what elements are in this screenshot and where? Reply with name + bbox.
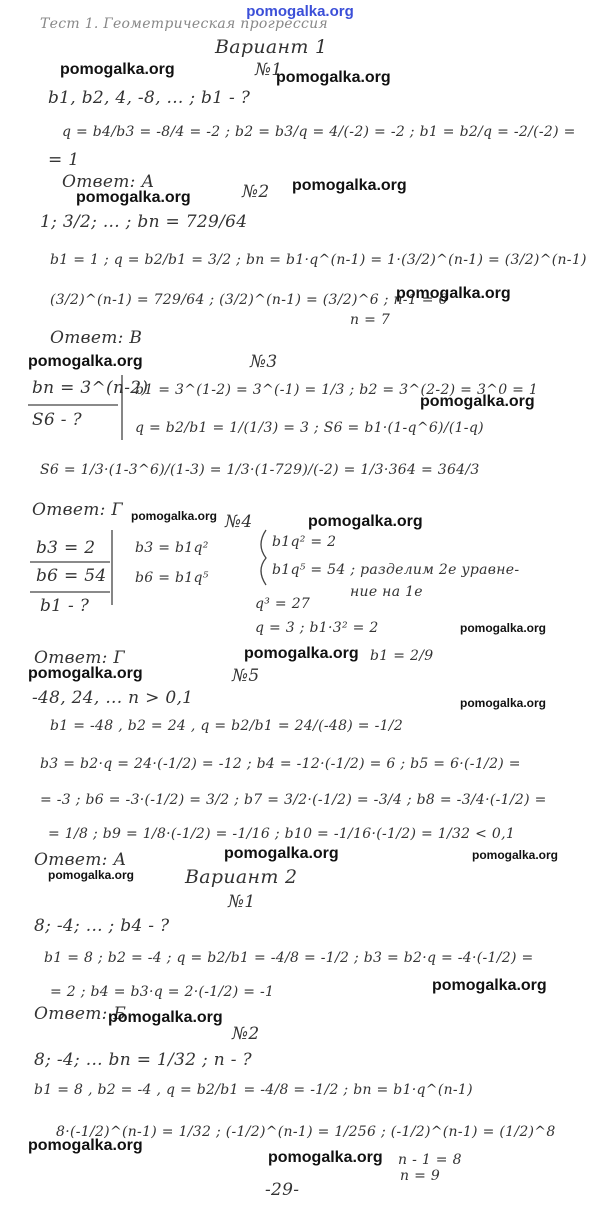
- task-5-line3: = -3 ; b6 = -3·(-1/2) = 3/2 ; b7 = 3/2·(-1/2) = -3/4 ; b8 = -3/4·(-1/2) =: [40, 792, 547, 808]
- v2-task-2-line2: 8·(-1/2)^(n-1) = 1/32 ; (-1/2)^(n-1) = 1/256 ; (-1/2)^(n-1) = (1/2)^8: [56, 1124, 556, 1140]
- task-2-label: №2: [242, 182, 270, 202]
- watermark: pomogalka.org: [460, 696, 547, 710]
- task-4-system-note: ние на 1е: [350, 584, 423, 600]
- task-1-line1: q = b4/b3 = -8/4 = -2 ; b2 = b3/q = 4/(-2) = -2 ; b1 = b2/q = -2/(-2) =: [62, 124, 576, 140]
- task-4-system-eq2: b1q⁵ = 54 ; разделим 2е уравне-: [272, 562, 520, 578]
- v2-task-1-line2: = 2 ; b4 = b3·q = 2·(-1/2) = -1: [50, 984, 275, 1000]
- task-4-formula-b3: b3 = b1q²: [135, 540, 209, 556]
- task-4-line1: q³ = 27: [255, 596, 311, 612]
- task-2-line1: b1 = 1 ; q = b2/b1 = 3/2 ; bn = b1·q^(n-1) = 1·(3/2)^(n-1) = (3/2)^(n-1): [50, 252, 587, 268]
- task-4-formula-b6: b6 = b1q⁵: [135, 570, 209, 586]
- watermark: pomogalka.org: [292, 177, 407, 194]
- watermark: pomogalka.org: [76, 189, 191, 206]
- task-5-line1: b1 = -48 , b2 = 24 , q = b2/b1 = 24/(-48) = -1/2: [50, 718, 404, 734]
- task-3-label: №3: [250, 352, 278, 372]
- v2-task-2-line1: b1 = 8 , b2 = -4 , q = b2/b1 = -4/8 = -1/2 ; bn = b1·q^(n-1): [34, 1082, 473, 1098]
- variant-2-title: Вариант 2: [185, 866, 298, 888]
- task-3-line1: b1 = 3^(1-2) = 3^(-1) = 1/3 ; b2 = 3^(2-2) = 3^0 = 1: [135, 382, 539, 398]
- variant-1-title: Вариант 1: [215, 36, 328, 58]
- v2-task-2-line4: n = 9: [400, 1168, 441, 1184]
- task-4-system-eq1: b1q² = 2: [272, 534, 337, 550]
- watermark: pomogalka.org: [131, 509, 218, 523]
- v2-task-2-line3: n - 1 = 8: [398, 1152, 462, 1168]
- task-4-given-b6: b6 = 54: [36, 566, 107, 586]
- watermark: pomogalka.org: [28, 353, 143, 370]
- watermark: pomogalka.org: [308, 513, 423, 530]
- task-2-answer: Ответ: В: [50, 328, 143, 348]
- task-5-line4: = 1/8 ; b9 = 1/8·(-1/2) = -1/16 ; b10 = -1/16·(-1/2) = 1/32 < 0,1: [48, 826, 516, 842]
- v2-task-1-answer: Ответ: Б: [34, 1004, 127, 1024]
- v2-task-2-condition: 8; -4; ... bn = 1/32 ; n - ?: [34, 1050, 252, 1070]
- task-2-condition: 1; 3/2; ... ; bn = 729/64: [40, 212, 248, 232]
- task-5-answer: Ответ: А: [34, 850, 127, 870]
- watermark: pomogalka.org: [108, 1009, 223, 1026]
- watermark: pomogalka.org: [396, 285, 511, 302]
- v2-task-1-label: №1: [228, 892, 256, 912]
- task-1-condition: b1, b2, 4, -8, ... ; b1 - ?: [48, 88, 251, 108]
- task-3-line3: S6 = 1/3·(1-3^6)/(1-3) = 1/3·(1-729)/(-2) = 1/3·364 = 364/3: [40, 462, 480, 478]
- v2-task-1-condition: 8; -4; ... ; b4 - ?: [34, 916, 170, 936]
- watermark: pomogalka.org: [48, 868, 135, 882]
- watermark: pomogalka.org: [28, 1137, 143, 1154]
- task-4-label: №4: [225, 512, 253, 532]
- test-title: Тест 1. Геометрическая прогрессия: [40, 16, 328, 32]
- watermark: pomogalka.org: [460, 621, 547, 635]
- v2-task-2-label: №2: [232, 1024, 260, 1044]
- page-number: -29-: [265, 1180, 300, 1200]
- task-5-condition: -48, 24, ... n > 0,1: [32, 688, 194, 708]
- task-1-answer: Ответ: А: [62, 172, 155, 192]
- v2-task-1-line1: b1 = 8 ; b2 = -4 ; q = b2/b1 = -4/8 = -1/2 ; b3 = b2·q = -4·(-1/2) =: [44, 950, 534, 966]
- task-5-label: №5: [232, 666, 260, 686]
- site-watermark: pomogalka.org: [246, 3, 354, 20]
- watermark: pomogalka.org: [276, 69, 391, 86]
- task-3-line2: q = b2/b1 = 1/(1/3) = 3 ; S6 = b1·(1-q^6)/(1-q): [135, 420, 484, 436]
- watermark: pomogalka.org: [28, 665, 143, 682]
- task-4-given-b3: b3 = 2: [36, 538, 96, 558]
- task-2-line3: n = 7: [350, 312, 391, 328]
- watermark: pomogalka.org: [244, 645, 359, 662]
- task-3-answer: Ответ: Г: [32, 500, 123, 520]
- task-1-line2: = 1: [48, 150, 80, 170]
- task-1-label: №1: [255, 60, 283, 80]
- task-4-answer: Ответ: Г: [34, 648, 125, 668]
- watermark: pomogalka.org: [472, 848, 559, 862]
- task-2-line2: (3/2)^(n-1) = 729/64 ; (3/2)^(n-1) = (3/2)^6 ; n-1 = 6: [50, 292, 448, 308]
- watermark: pomogalka.org: [60, 61, 175, 78]
- watermark: pomogalka.org: [224, 845, 339, 862]
- watermark: pomogalka.org: [268, 1149, 383, 1166]
- task-3-given-formula: bn = 3^(n-2): [32, 378, 149, 398]
- task-4-line2: q = 3 ; b1·3² = 2: [255, 620, 379, 636]
- task-4-given-find: b1 - ?: [40, 596, 90, 616]
- watermark: pomogalka.org: [432, 977, 547, 994]
- task-5-line2: b3 = b2·q = 24·(-1/2) = -12 ; b4 = -12·(-1/2) = 6 ; b5 = 6·(-1/2) =: [40, 756, 521, 772]
- task-4-line3: b1 = 2/9: [370, 648, 434, 664]
- watermark: pomogalka.org: [420, 393, 535, 410]
- task-3-given-find: S6 - ?: [32, 410, 82, 430]
